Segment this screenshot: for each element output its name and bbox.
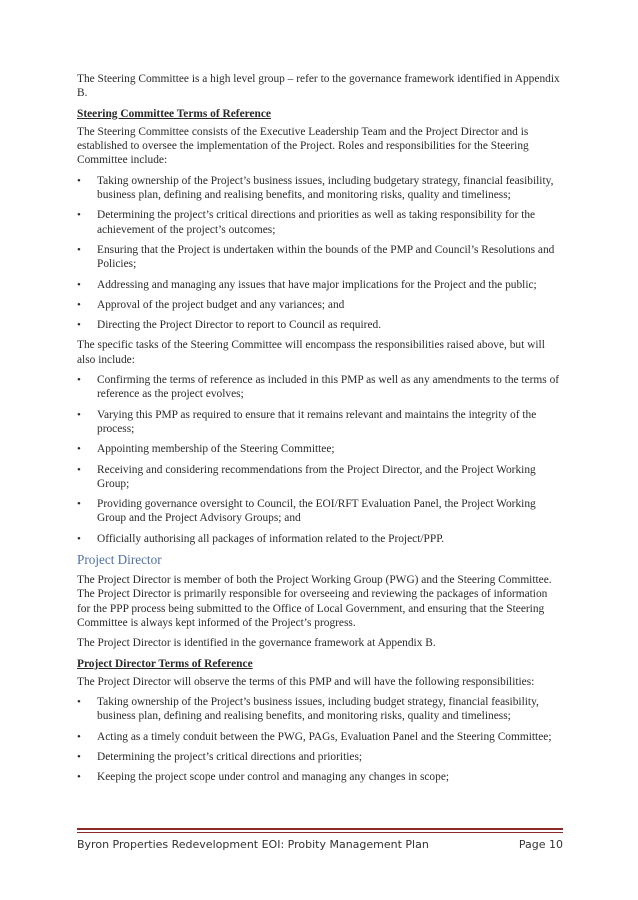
footer-document-title: Byron Properties Redevelopment EOI: Probity Management Plan [77,838,429,851]
list-item: • Determining the project’s critical directions and priorities; [77,750,363,763]
specific-tasks-list [77,373,563,546]
bullet-icon: • [77,771,81,784]
list-item: • Providing governance oversight to Council, the EOI/RFT Evaluation Panel, the Project Working Group and the Project Advisory Groups; and [77,498,536,525]
footer-divider-thin [77,832,563,833]
page-footer [77,838,563,854]
list-item: • Varying this PMP as required to ensure that it remains relevant and maintains the integrity of the process; [77,408,537,435]
list-item: • Directing the Project Director to report to Council as required. [77,319,382,332]
steering-roles-list [77,174,563,333]
project-director-tor-heading: Project Director Terms of Reference [77,657,253,670]
list-item: • Taking ownership of the Project’s business issues, including budgetary strategy, financial feasibility, business plan, defining and realising benefits, and monitoring risks, quality and timeliness; [77,174,554,202]
bullet-icon: • [77,750,81,763]
bullet-icon: • [77,408,81,421]
steering-tor-heading: Steering Committee Terms of Reference [77,107,271,120]
bullet-icon: • [77,209,81,222]
document-body [77,72,563,791]
bullet-icon: • [77,730,81,743]
list-item: • Keeping the project scope under control and managing any changes in scope; [77,771,450,784]
list-item: • Confirming the terms of reference as included in this PMP as well as any amendments to the terms of reference as the project evolves; [77,374,560,401]
bullet-icon: • [77,174,81,187]
specific-tasks-lead: The specific tasks of the Steering Committee will encompass the responsibilities raised above, but will also include: [77,339,545,366]
footer-divider [77,828,563,830]
list-item: • Approval of the project budget and any variances; and [77,298,345,311]
list-item: • Determining the project’s critical directions and priorities as well as taking responsibility for the achievement of the project’s outcomes; [77,209,536,236]
steering-tor-lead: The Steering Committee consists of the Executive Leadership Team and the Project Director and is established to oversee the implementation of the Project. Roles and responsibilities for the Steering Committee include: [77,125,529,167]
list-item: • Appointing membership of the Steering Committee; [77,443,335,456]
bullet-icon: • [77,443,81,456]
intro-paragraph: The Steering Committee is a high level group – refer to the governance framework identified in Appendix B. [77,73,560,100]
bullet-icon: • [77,374,81,387]
bullet-icon: • [77,243,81,256]
bullet-icon: • [77,463,81,476]
project-director-para2: The Project Director is identified in the governance framework at Appendix B. [77,637,436,650]
list-item: • Taking ownership of the Project’s business issues, including budget strategy, financial feasibility, business plan, defining and realising benefits, and monitoring risks, quality and timeliness; [77,696,539,723]
list-item: • Receiving and considering recommendations from the Project Director, and the Project Working Group; [77,463,536,490]
bullet-icon: • [77,278,81,291]
project-director-tor-list [77,695,563,784]
list-item: • Addressing and managing any issues that have major implications for the Project and the public; [77,278,537,291]
list-item: • Ensuring that the Project is undertaken within the bounds of the PMP and Council’s Resolutions and Policies; [77,243,555,271]
footer-page-number: Page 10 [518,838,563,851]
list-item: • Acting as a timely conduit between the PWG, PAGs, Evaluation Panel and the Steering Committee; [77,730,552,743]
project-director-title: Project Director [77,552,162,568]
project-director-para1: The Project Director is member of both the Project Working Group (PWG) and the Steering Committee. The Project Director is primarily responsible for overseeing and reviewing the packages of information for the PPP process being submitted to the Office of Local Government, and ensuring that the Steering Committee is always kept informed of the Project’s progress. [77,574,552,629]
bullet-icon: • [77,298,81,311]
bullet-icon: • [77,532,81,545]
list-item: • Officially authorising all packages of information related to the Project/PPP. [77,532,445,545]
bullet-icon: • [77,696,81,709]
project-director-tor-lead: The Project Director will observe the terms of this PMP and will have the following responsibilities: [77,675,535,688]
bullet-icon: • [77,319,81,332]
bullet-icon: • [77,498,81,511]
